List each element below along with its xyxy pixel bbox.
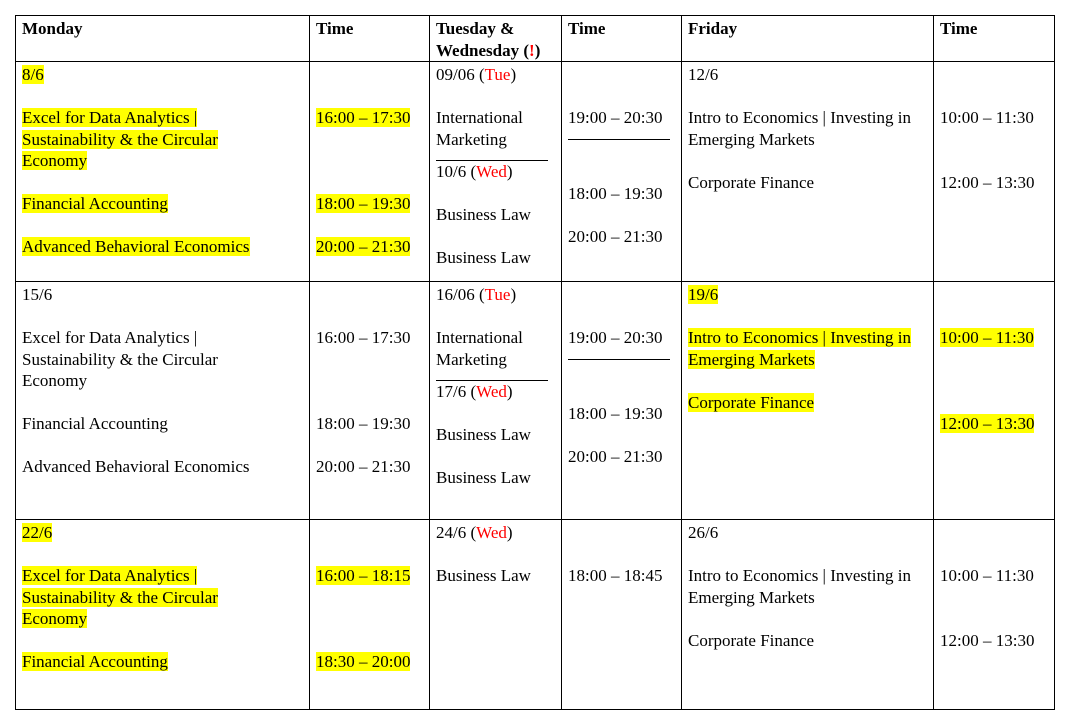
monday-time-cell <box>310 62 430 282</box>
tuewed-cell <box>430 62 562 282</box>
week-row-1 <box>16 62 1055 282</box>
course-name: Financial Accounting <box>22 194 168 213</box>
time-range: 10:00 – 11:30 <box>940 108 1034 127</box>
divider <box>436 150 548 161</box>
day-label: Tue <box>484 285 511 304</box>
schedule-table <box>15 15 1055 710</box>
course-name: Corporate Finance <box>688 392 815 412</box>
course-name: Excel for Data Analytics | Sustainability & the Circular Economy <box>22 108 218 170</box>
header-tuewed-line2: Wednesday ( <box>436 40 530 60</box>
header-row <box>16 16 1055 62</box>
course-name: Business Law <box>436 566 531 585</box>
course-name: Financial Accounting <box>22 652 168 671</box>
tuewed-cell <box>430 520 562 710</box>
course-name: Excel for Data Analytics | Sustainability & the Circular Economy <box>22 328 218 390</box>
divider <box>436 370 548 381</box>
course-name: Intro to Economics | Investing in Emerging Markets <box>688 328 911 369</box>
date-close: ) <box>506 523 513 542</box>
time-range: 12:00 – 13:30 <box>940 414 1035 433</box>
date-label: 15/6 <box>22 285 53 304</box>
day-label: Wed <box>476 523 507 542</box>
course-name: Corporate Finance <box>688 630 815 650</box>
time-range: 20:00 – 21:30 <box>316 457 411 476</box>
header-tuewed-close: ) <box>534 40 541 60</box>
course-name: Business Law <box>436 205 531 224</box>
header-time-2: Time <box>562 16 682 62</box>
time-range: 10:00 – 11:30 <box>940 328 1034 347</box>
time-range: 19:00 – 20:30 <box>568 328 663 347</box>
course-name: Corporate Finance <box>688 172 815 192</box>
friday-cell <box>682 520 934 710</box>
time-range: 18:00 – 18:45 <box>568 566 663 585</box>
time-range: 12:00 – 13:30 <box>940 630 1035 650</box>
tuewed-time-cell <box>562 62 682 282</box>
date-close: ) <box>510 285 517 304</box>
date-label: 24/6 ( <box>436 523 477 542</box>
time-range: 18:00 – 19:30 <box>316 414 411 433</box>
time-range: 12:00 – 13:30 <box>940 172 1035 192</box>
date-close: ) <box>510 65 517 84</box>
monday-time-cell <box>310 282 430 520</box>
course-name: Intro to Economics | Investing in Emerging Markets <box>688 566 911 607</box>
date-label: 17/6 ( <box>436 382 477 401</box>
course-name: Intro to Economics | Investing in Emerging Markets <box>688 108 911 149</box>
time-range: 19:00 – 20:30 <box>568 108 663 127</box>
week-row-3 <box>16 520 1055 710</box>
friday-time-cell <box>934 520 1055 710</box>
date-label: 09/06 ( <box>436 65 485 84</box>
time-range: 18:30 – 20:00 <box>316 652 411 671</box>
time-range: 18:00 – 19:30 <box>316 194 411 213</box>
time-range: 20:00 – 21:30 <box>568 226 663 246</box>
tuewed-time-cell <box>562 282 682 520</box>
course-name: Advanced Behavioral Economics <box>22 457 250 476</box>
header-exclamation: ! <box>529 40 535 60</box>
time-range: 16:00 – 17:30 <box>316 328 411 347</box>
date-label: 16/06 ( <box>436 285 485 304</box>
header-tuewed-line1: Tuesday & <box>436 19 515 38</box>
day-label: Wed <box>476 162 507 181</box>
course-name: International Marketing <box>436 328 523 369</box>
time-range: 10:00 – 11:30 <box>940 566 1034 585</box>
date-label: 22/6 <box>22 523 53 542</box>
day-label: Tue <box>484 65 511 84</box>
tuewed-cell <box>430 282 562 520</box>
course-name: Business Law <box>436 248 531 267</box>
friday-time-cell <box>934 282 1055 520</box>
time-range: 16:00 – 18:15 <box>316 566 411 585</box>
time-range: 16:00 – 17:30 <box>316 108 411 127</box>
monday-cell <box>16 520 310 710</box>
tuewed-time-cell <box>562 520 682 710</box>
time-range: 18:00 – 19:30 <box>568 183 663 203</box>
header-tuesday-wednesday <box>430 16 562 62</box>
friday-time-cell <box>934 62 1055 282</box>
course-name: Excel for Data Analytics | Sustainability & the Circular Economy <box>22 566 218 628</box>
header-time-1: Time <box>310 16 430 62</box>
course-name: Advanced Behavioral Economics <box>22 237 250 256</box>
course-name: Financial Accounting <box>22 414 168 433</box>
monday-cell <box>16 62 310 282</box>
monday-cell <box>16 282 310 520</box>
course-name: Business Law <box>436 468 531 487</box>
date-label: 12/6 <box>688 65 719 84</box>
week-row-2 <box>16 282 1055 520</box>
header-time-3: Time <box>934 16 1055 62</box>
day-label: Wed <box>476 382 507 401</box>
friday-cell <box>682 282 934 520</box>
time-range: 18:00 – 19:30 <box>568 403 663 423</box>
monday-time-cell <box>310 520 430 710</box>
date-close: ) <box>506 382 513 401</box>
divider <box>568 349 670 360</box>
header-friday: Friday <box>682 16 934 62</box>
date-label: 8/6 <box>22 65 44 84</box>
header-monday: Monday <box>16 16 310 62</box>
course-name: International Marketing <box>436 108 523 149</box>
friday-cell <box>682 62 934 282</box>
date-close: ) <box>506 162 513 181</box>
date-label: 10/6 ( <box>436 162 477 181</box>
date-label: 19/6 <box>688 285 719 304</box>
time-range: 20:00 – 21:30 <box>316 237 411 256</box>
time-range: 20:00 – 21:30 <box>568 446 663 466</box>
divider <box>568 129 670 140</box>
date-label: 26/6 <box>688 523 719 542</box>
course-name: Business Law <box>436 425 531 444</box>
